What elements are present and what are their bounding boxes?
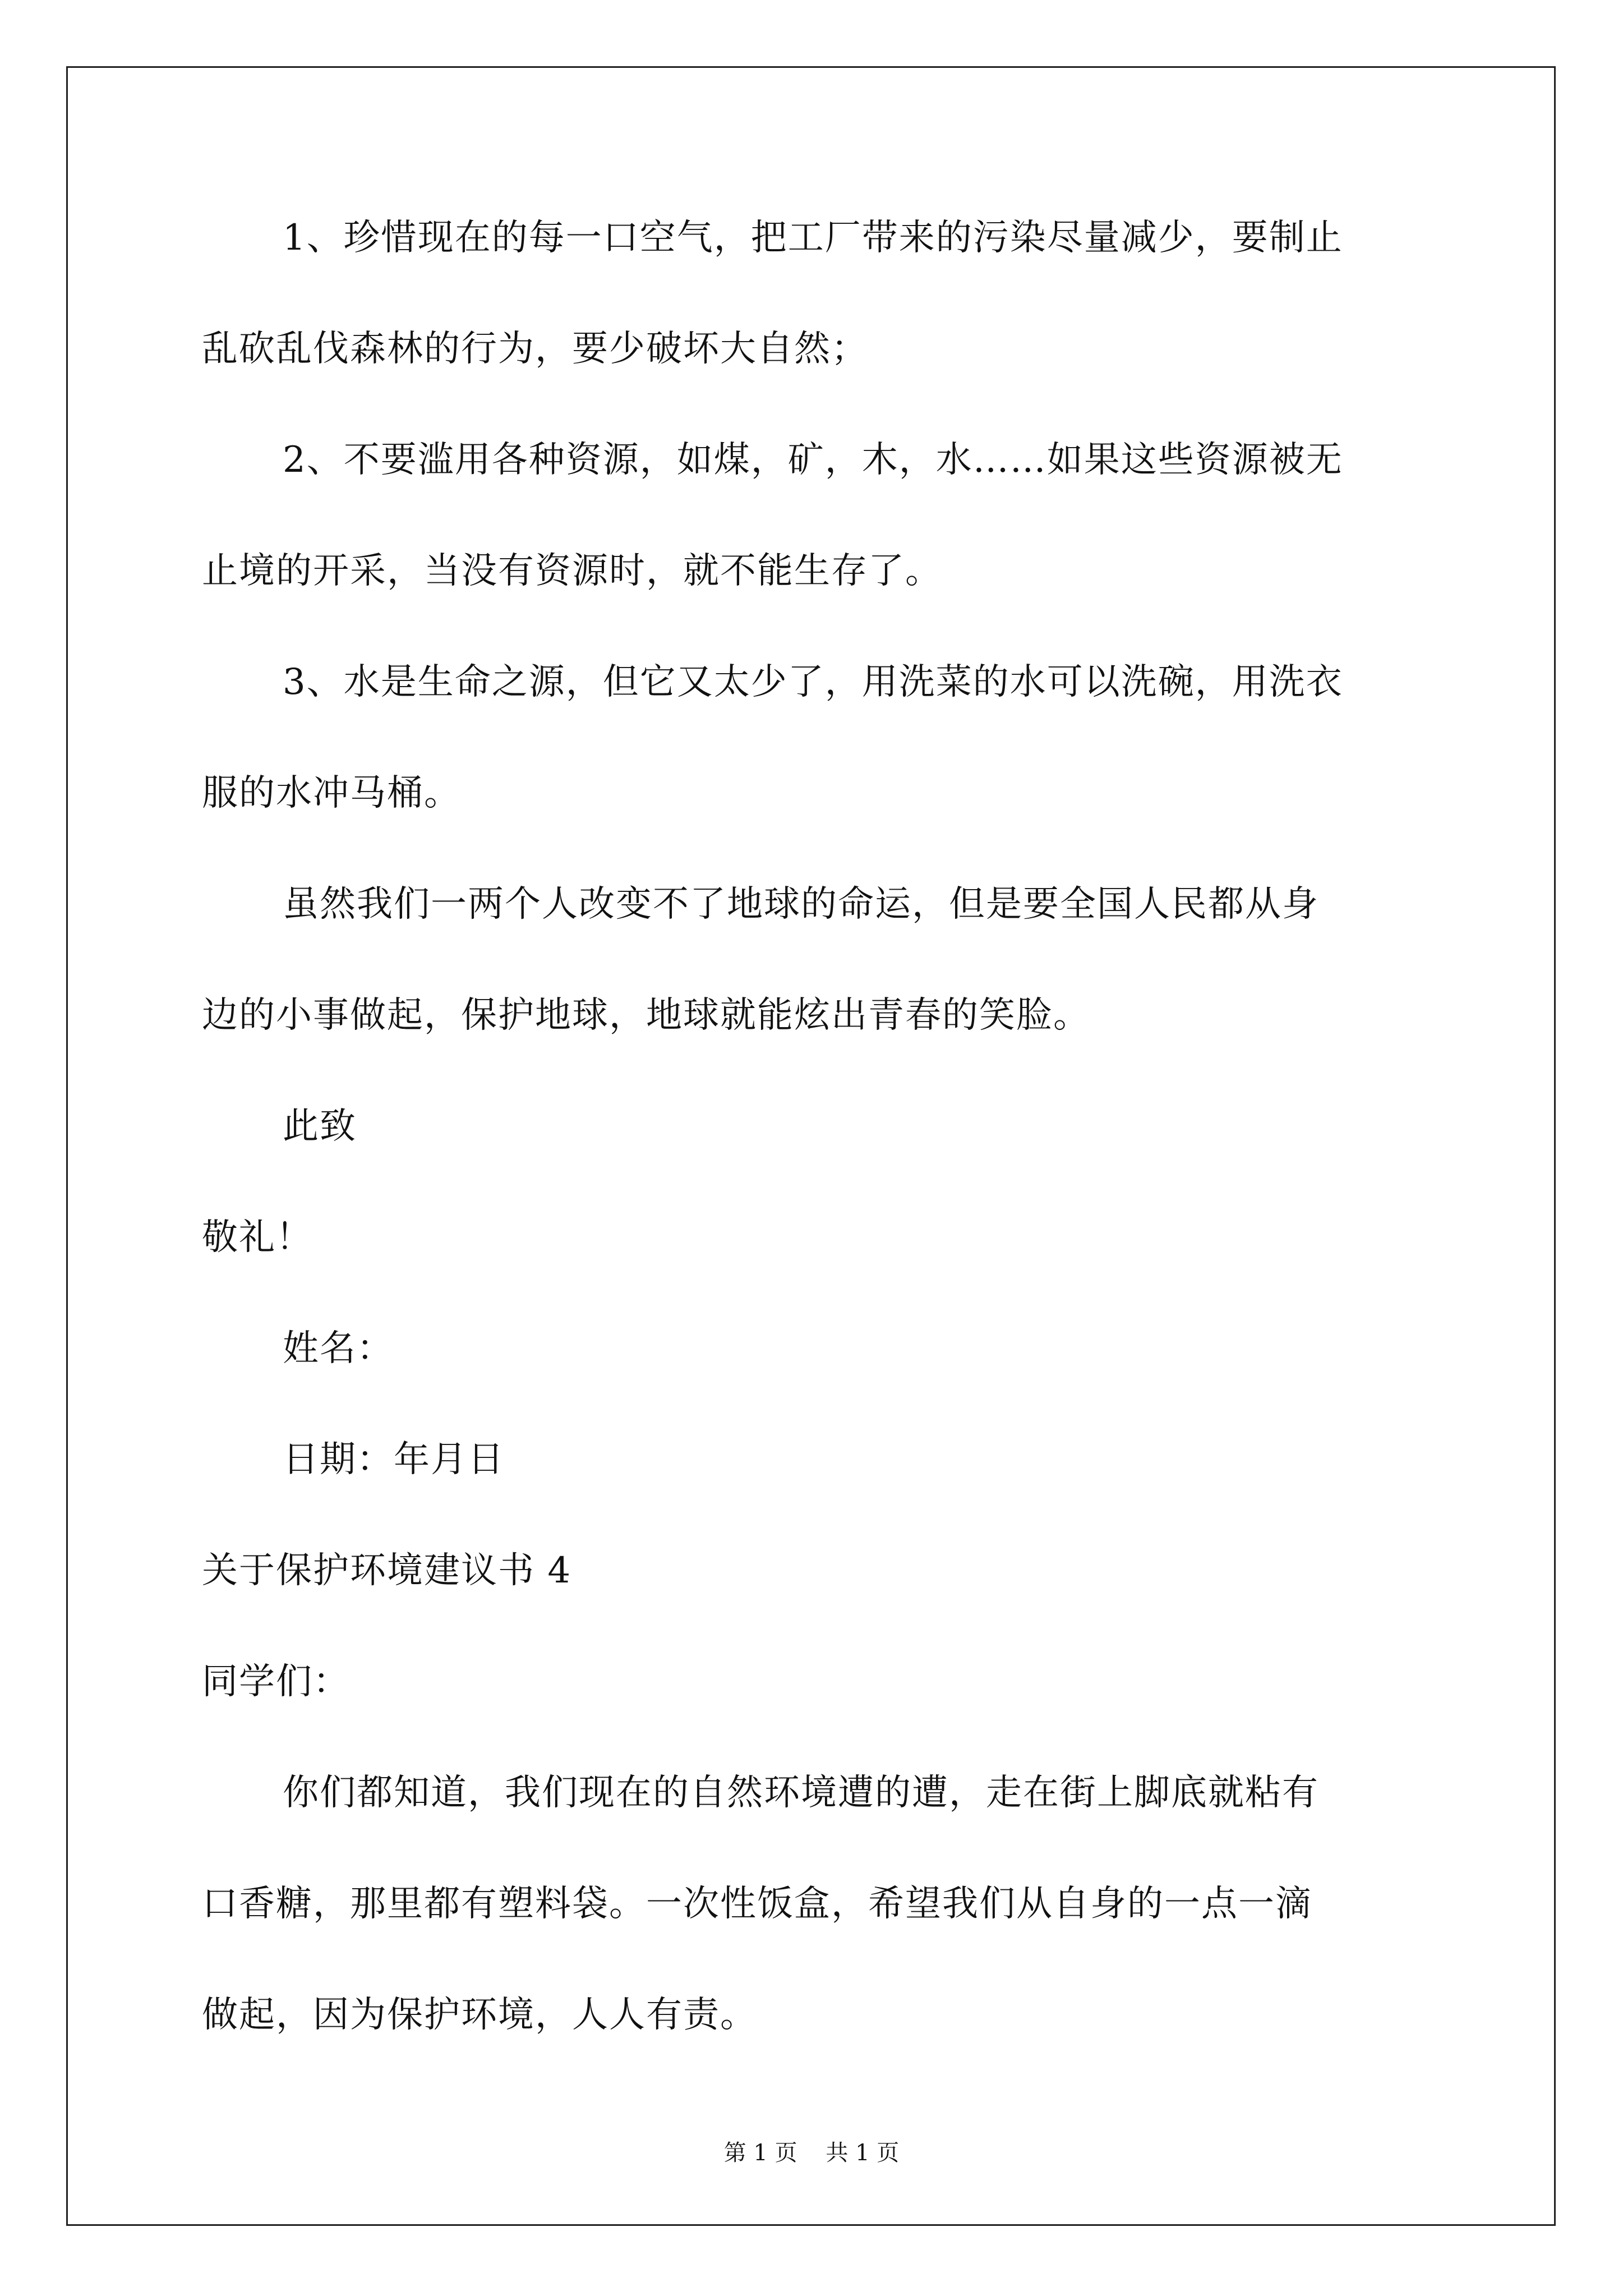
paragraph-line: 口香糖，那里都有塑料袋。一次性饭盒，希望我们从自身的一点一滴 — [202, 1883, 1312, 1925]
paragraph-line: 2、不要滥用各种资源，如煤，矿，木，水……如果这些资源被无 — [283, 439, 1343, 481]
closing-regards: 敬礼！ — [202, 1217, 313, 1258]
page-footer: 第 1 页 共 1 页 — [723, 2140, 900, 2166]
signature-date: 日期：年月日 — [283, 1439, 505, 1480]
section-title: 关于保护环境建议书 4 — [202, 1550, 572, 1591]
paragraph-line: 做起，因为保护环境，人人有责。 — [202, 1994, 757, 2036]
closing-salutation: 此致 — [283, 1106, 357, 1147]
paragraph-line: 你们都知道，我们现在的自然环境遭的遭，走在街上脚底就粘有 — [283, 1772, 1319, 1814]
signature-name: 姓名： — [283, 1328, 394, 1369]
paragraph-line: 虽然我们一两个人改变不了地球的命运，但是要全国人民都从身 — [283, 884, 1319, 925]
paragraph-line: 乱砍乱伐森林的行为，要少破坏大自然； — [202, 328, 868, 370]
paragraph-line: 服的水冲马桶。 — [202, 772, 461, 814]
document-body — [202, 202, 1436, 2090]
paragraph-line: 3、水是生命之源，但它又太少了，用洗菜的水可以洗碗，用洗衣 — [283, 661, 1343, 703]
paragraph-line: 1、珍惜现在的每一口空气，把工厂带来的污染尽量减少，要制止 — [283, 217, 1343, 259]
greeting: 同学们： — [202, 1661, 350, 1703]
paragraph-line: 止境的开采，当没有资源时，就不能生存了。 — [202, 550, 942, 592]
paragraph-line: 边的小事做起，保护地球，地球就能炫出青春的笑脸。 — [202, 995, 1090, 1036]
